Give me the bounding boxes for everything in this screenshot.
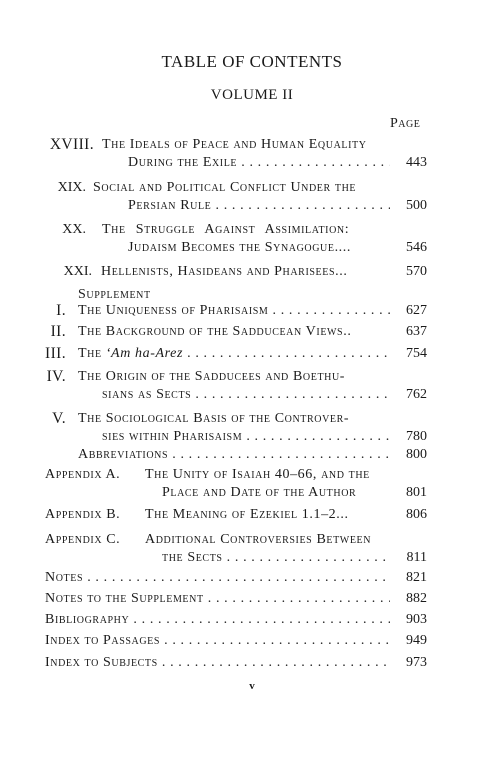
entry-title: Hellenists, Hasideans and Pharisees... [101,264,348,279]
entry-number: IV. [46,368,66,385]
entry-title-continued: Persian Rule . . . [128,196,390,216]
entry-page: 882 [406,591,427,606]
entry-title: The Uniqueness of Pharisaism . . . [78,301,390,321]
toc-entry-index-subjects[interactable] [0,653,504,673]
toc-entry-v[interactable] [0,409,504,429]
entry-title: The Background of the Sadducean Views.. [78,324,352,339]
entry-title: The Sociological Basis of the Controver- [78,411,350,426]
entry-title: Additional Controversies Between [145,532,372,547]
entry-page: 570 [406,264,427,279]
toc-entry-notes[interactable] [0,568,504,588]
entry-title: The Origin of the Sadducees and Boethu- [78,369,346,384]
entry-title: The Ideals of Peace and Human Equality [102,137,367,152]
toc-entry-appendix-a-cont[interactable] [0,483,504,503]
entry-number: Appendix A. [45,467,121,482]
entry-page: 903 [406,612,427,627]
entry-number: II. [50,323,66,340]
entry-title: Index to Passages . . . [45,631,390,651]
entry-title: Social and Political Conflict Under the [93,180,357,195]
entry-page: 806 [406,507,427,522]
entry-number: XVIII. [49,136,94,153]
toc-entry-bibliography[interactable] [0,610,504,630]
toc-entry-xix-cont[interactable] [0,196,504,216]
entry-title-prefix: The [78,346,106,361]
entry-title: Bibliography . . . [45,610,390,630]
entry-title-continued: the Sects . . . [162,548,390,568]
entry-page: 800 [406,447,427,462]
entry-title-continued: Judaism Becomes the Synagogue.... [128,240,351,255]
toc-entry-iv[interactable] [0,367,504,387]
entry-page: 443 [406,155,427,170]
toc-entry-xix[interactable] [0,178,504,198]
entry-title: The Meaning of Ezekiel 1.1–2... [145,507,349,522]
toc-entry-xviii[interactable] [0,135,504,155]
page-title: TABLE OF CONTENTS [161,52,343,71]
entry-title-continued: During the Exile . . . [128,153,390,173]
entry-number: V. [52,410,66,427]
page-column-heading: Page [390,116,421,131]
entry-page: 821 [406,570,427,585]
entry-page: 780 [406,429,427,444]
entry-page: 637 [406,324,427,339]
entry-page: 811 [406,550,427,565]
toc-entry-index-passages[interactable] [0,631,504,651]
entry-number: Appendix C. [45,532,121,547]
entry-page: 973 [406,655,427,670]
toc-entry-appendix-a[interactable] [0,465,504,485]
entry-page: 627 [406,303,427,318]
toc-entry-notes-supplement[interactable] [0,589,504,609]
entry-number: III. [45,345,66,362]
entry-page: 546 [406,240,427,255]
entry-title: The Unity of Isaiah 40–66, and the [145,467,370,482]
toc-entry-xviii-cont[interactable] [0,153,504,173]
toc-entry-appendix-c-cont[interactable] [0,548,504,568]
entry-number: XXI. [63,264,92,279]
toc-entry-appendix-c[interactable] [0,530,504,550]
entry-page: 949 [406,633,427,648]
toc-entry-iv-cont[interactable] [0,385,504,405]
entry-title [78,344,390,364]
entry-page: 801 [406,485,427,500]
toc-entry-appendix-b[interactable] [0,505,504,525]
toc-entry-xx[interactable] [0,220,504,240]
entry-title: The Struggle Against Assimilation: [102,222,350,237]
entry-title-continued: sians as Sects . . . [102,385,390,405]
entry-title: Notes to the Supplement . . . [45,589,390,609]
toc-entry-ii[interactable] [0,322,504,342]
toc-entry-v-cont[interactable] [0,427,504,447]
toc-entry-xxi[interactable] [0,262,504,282]
entry-number: I. [56,302,66,319]
entry-title-italic: ‘Am ha-Arez [105,346,184,361]
entry-title: Notes . . . [45,568,390,588]
entry-page: 500 [406,198,427,213]
toc-entry-iii[interactable] [0,344,504,364]
volume-heading: VOLUME II [210,87,294,103]
entry-title-continued: sies within Pharisaism . . . [102,427,390,447]
entry-page: 754 [406,346,427,361]
entry-title: Index to Subjects . . . [45,653,390,673]
entry-title-continued: Place and Date of the Author [162,485,357,500]
entry-title: Abbreviations . . . [78,445,390,465]
supplement-label: Supplement [78,287,151,302]
toc-entry-i[interactable] [0,301,504,321]
entry-number: Appendix B. [45,507,121,522]
entry-number: XIX. [57,180,86,195]
entry-page: 762 [406,387,427,402]
entry-number: XX. [62,222,86,237]
page-folio: v [249,680,255,692]
toc-entry-abbreviations[interactable] [0,445,504,465]
toc-entry-xx-cont[interactable] [0,238,504,258]
